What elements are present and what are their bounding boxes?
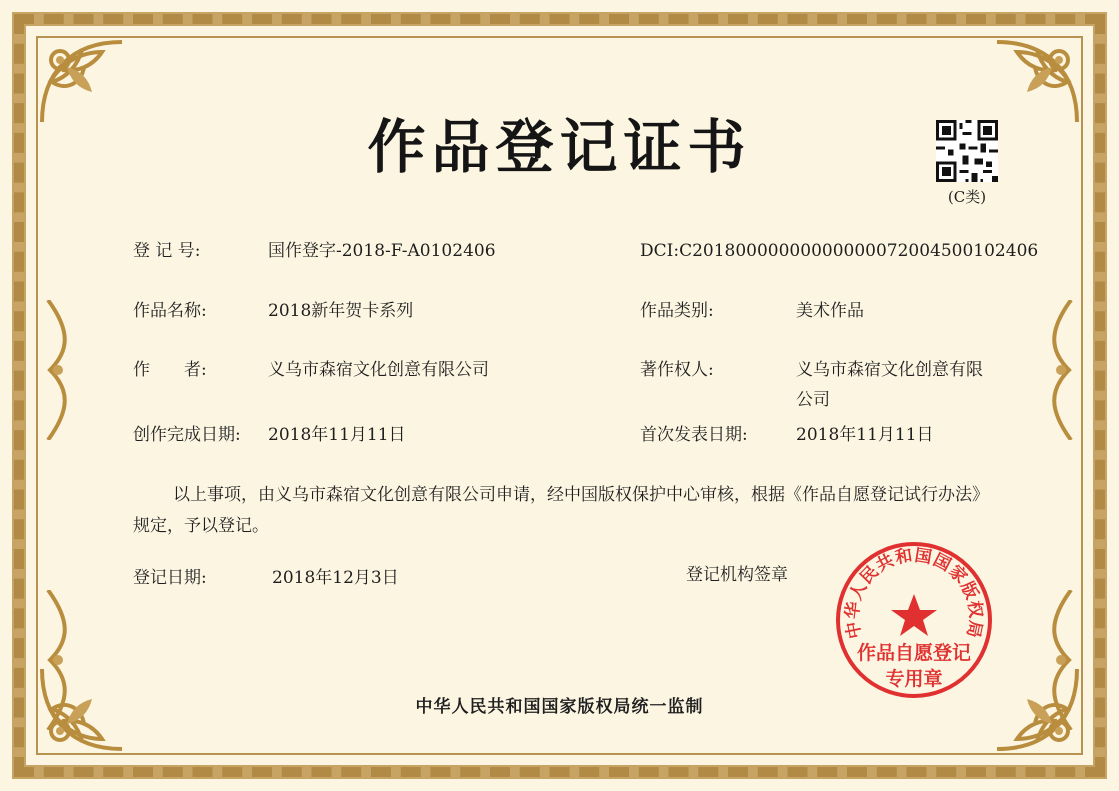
copyright-owner-value: 义乌市森宿文化创意有限公司 <box>796 360 983 410</box>
creation-date-value: 2018年11月11日 <box>268 425 406 445</box>
registration-date-label: 登记日期: <box>133 568 207 588</box>
official-seal <box>834 540 994 700</box>
work-category-value: 美术作品 <box>796 301 864 321</box>
work-name-label: 作品名称: <box>133 301 207 321</box>
dci-value: DCI:C20180000000000000072004500102406 <box>640 241 1039 261</box>
certificate-title: 作品登记证书 <box>367 113 752 181</box>
publication-date-label: 首次发表日期: <box>640 425 748 445</box>
seal-line-1: 作品自愿登记 <box>856 642 971 664</box>
svg-text:中华人民共和国国家版权局 <box>841 546 986 641</box>
star-icon <box>891 594 937 636</box>
registration-no-value: 国作登字-2018-F-A0102406 <box>268 241 496 261</box>
seal-ring-text: 中华人民共和国国家版权局 <box>842 545 986 641</box>
side-ornament-icon <box>1039 300 1079 440</box>
publication-date-value: 2018年11月11日 <box>796 425 934 445</box>
author-value: 义乌市森宿文化创意有限公司 <box>268 360 489 380</box>
copyright-owner-label: 著作权人: <box>640 360 714 380</box>
registration-no-label: 登 记 号: <box>133 241 201 261</box>
qr-code-icon[interactable] <box>936 120 998 182</box>
work-category-label: 作品类别: <box>640 301 714 321</box>
work-name-value: 2018新年贺卡系列 <box>268 301 414 321</box>
statement-paragraph: 以上事项，由义乌市森宿文化创意有限公司申请，经中国版权保护中心审核，根据《作品自愿登记试行办法》规定，予以登记。 <box>133 485 981 536</box>
side-ornament-icon <box>40 300 80 440</box>
seal-line-2: 专用章 <box>885 668 943 690</box>
registration-date-value: 2018年12月3日 <box>272 568 399 588</box>
qr-category-label: (C类) <box>947 188 987 206</box>
authority-seal-label: 登记机构签章 <box>686 565 788 585</box>
author-label: 作 者: <box>133 360 207 380</box>
creation-date-label: 创作完成日期: <box>133 425 241 445</box>
issuing-authority-footer: 中华人民共和国国家版权局统一监制 <box>415 697 704 717</box>
